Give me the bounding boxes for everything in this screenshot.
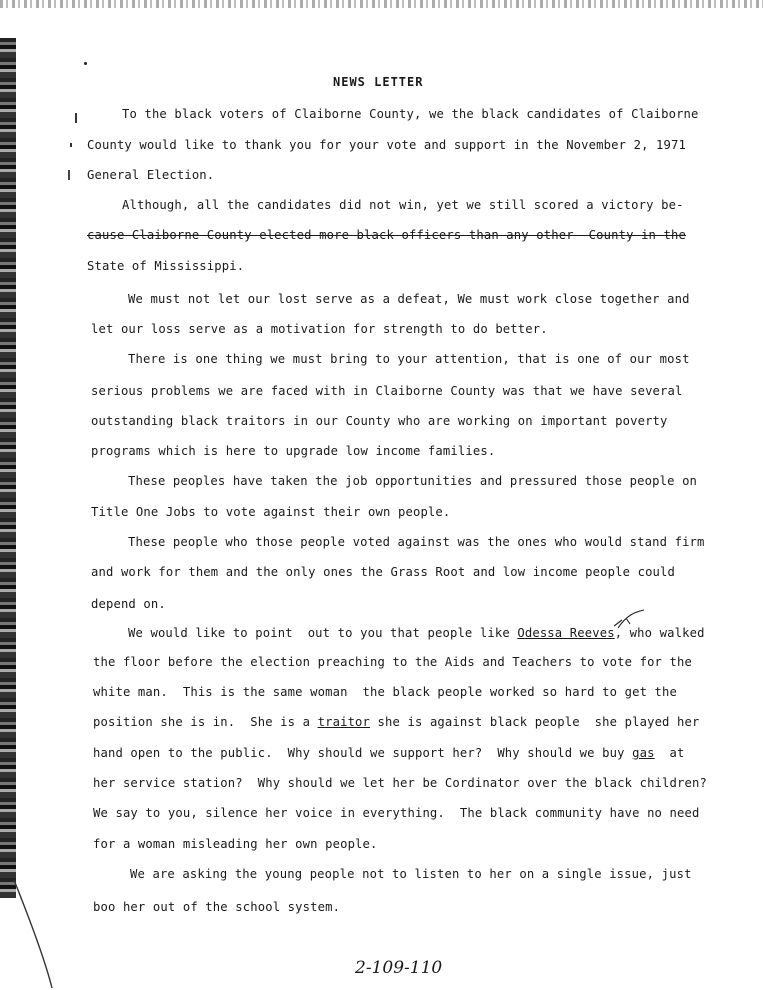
text-line-10: serious problems we are faced with in Claiborne County was that we have several xyxy=(91,384,683,398)
text-line-17: depend on. xyxy=(91,597,166,611)
newsletter-title: NEWS LETTER xyxy=(333,75,424,89)
text-segment: , who walked xyxy=(614,626,705,640)
underlined-name: Odessa Reeves xyxy=(517,626,615,640)
handwritten-check-mark xyxy=(612,608,646,630)
text-segment: hand open to the public. Why should we support her? Why should we buy xyxy=(93,746,633,760)
text-segment: she is against black people she played her xyxy=(370,715,700,729)
text-line-22 xyxy=(93,746,685,760)
scan-top-edge xyxy=(0,0,763,8)
text-segment: position she is in. She is a xyxy=(93,715,318,729)
scan-binding-edge xyxy=(0,38,16,898)
text-line-4: Although, all the candidates did not win, yet we still scored a victory be- xyxy=(122,198,684,212)
text-line-12: programs which is here to upgrade low income families. xyxy=(91,444,496,458)
text-line-8: let our loss serve as a motivation for strength to do better. xyxy=(91,322,548,336)
text-line-24: We say to you, silence her voice in everything. The black community have no need xyxy=(93,806,700,820)
scan-speck xyxy=(84,62,87,65)
scan-speck xyxy=(70,143,72,147)
text-line-3: General Election. xyxy=(87,168,215,182)
text-line-11: outstanding black traitors in our County who are working on important poverty xyxy=(91,414,668,428)
text-segment: at xyxy=(654,746,685,760)
text-line-13: These peoples have taken the job opportunities and pressured those people on xyxy=(128,474,698,488)
scan-speck xyxy=(68,170,70,180)
handwritten-page-number: 2-109-110 xyxy=(355,958,443,978)
text-line-1: To the black voters of Claiborne County, we the black candidates of Claiborne xyxy=(122,107,699,121)
text-line-15: These people who those people voted against was the ones who would stand firm xyxy=(128,535,705,549)
text-line-23: her service station? Why should we let her be Cordinator over the black children? xyxy=(93,776,707,790)
text-line-5: cause Claiborne County elected more black officers than any other County in the xyxy=(87,228,686,242)
underlined-word: gas xyxy=(632,746,655,760)
binding-curve-mark xyxy=(0,880,60,990)
scan-speck xyxy=(75,113,77,123)
text-line-20: white man. This is the same woman the black people worked so hard to get the xyxy=(93,685,678,699)
text-line-19: the floor before the election preaching to the Aids and Teachers to vote for the xyxy=(93,655,692,669)
text-line-26: We are asking the young people not to listen to her on a single issue, just xyxy=(130,867,692,881)
text-line-16: and work for them and the only ones the Grass Root and low income people could xyxy=(91,565,676,579)
text-line-6: State of Mississippi. xyxy=(87,259,245,273)
underlined-word: traitor xyxy=(317,715,371,729)
text-line-2: County would like to thank you for your vote and support in the November 2, 1971 xyxy=(87,138,686,152)
text-line-27: boo her out of the school system. xyxy=(93,900,341,914)
text-line-21 xyxy=(93,715,700,729)
text-segment: We would like to point out to you that people like xyxy=(128,626,518,640)
text-line-9: There is one thing we must bring to your attention, that is one of our most xyxy=(128,352,690,366)
text-line-7: We must not let our lost serve as a defeat, We must work close together and xyxy=(128,292,690,306)
text-line-14: Title One Jobs to vote against their own people. xyxy=(91,505,451,519)
text-line-25: for a woman misleading her own people. xyxy=(93,837,378,851)
